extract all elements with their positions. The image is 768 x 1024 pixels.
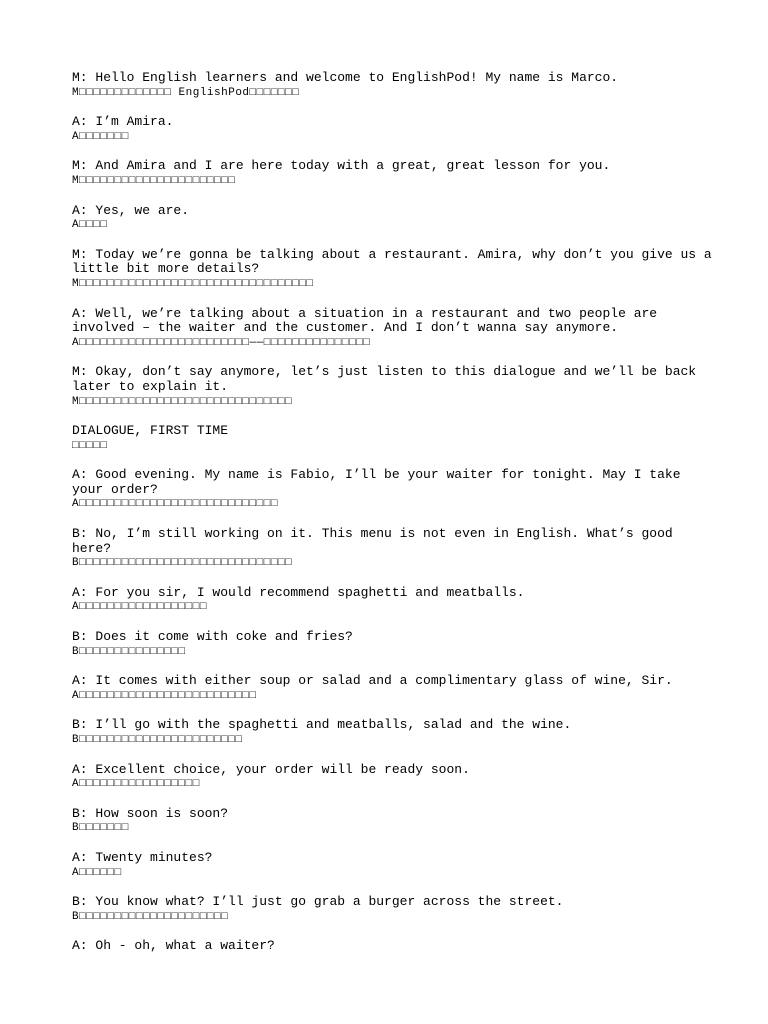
dialogue-line bbox=[72, 939, 712, 954]
english-text: A: Good evening. My name is Fabio, I’ll be your waiter for tonight. May I take your order? bbox=[72, 467, 689, 497]
english-text: A: Excellent choice, your order will be ready soon. bbox=[72, 761, 470, 777]
dialogue-line bbox=[72, 204, 712, 233]
english-text: A: For you sir, I would recommend spaghetti and meatballs. bbox=[72, 584, 525, 600]
chinese-text: □□□□□ bbox=[72, 439, 108, 452]
english-text: B: You know what? I’ll just go grab a burger across the street. bbox=[72, 894, 564, 910]
dialogue-line bbox=[72, 365, 712, 409]
chinese-text: M□□□□□□□□□□□□□ EnglishPod□□□□□□□ bbox=[72, 86, 300, 99]
english-text: M: And Amira and I are here today with a great, great lesson for you. bbox=[72, 158, 611, 174]
dialogue-line bbox=[72, 630, 712, 659]
dialogue-line bbox=[72, 71, 712, 100]
english-text: DIALOGUE, FIRST TIME bbox=[72, 423, 229, 439]
english-text: B: How soon is soon? bbox=[72, 805, 229, 821]
english-text: B: Does it come with coke and fries? bbox=[72, 629, 353, 645]
english-text: A: Oh - oh, what a waiter? bbox=[72, 938, 275, 954]
chinese-text: B□□□□□□□ bbox=[72, 822, 129, 835]
dialogue-line bbox=[72, 159, 712, 188]
chinese-text: M□□□□□□□□□□□□□□□□□□□□□□□□□□□□□□□□□ bbox=[72, 277, 314, 290]
english-text: B: I’ll go with the spaghetti and meatballs, salad and the wine. bbox=[72, 717, 572, 733]
chinese-text: B□□□□□□□□□□□□□□□ bbox=[72, 645, 186, 658]
chinese-text: B□□□□□□□□□□□□□□□□□□□□□□□ bbox=[72, 734, 243, 746]
dialogue-line bbox=[72, 807, 712, 836]
english-text: A: I’m Amira. bbox=[72, 114, 174, 130]
chinese-text: A□□□□□□□□□□□□□□□□□□□□□□□□——□□□□□□□□□□□□□□□ bbox=[72, 336, 371, 349]
dialogue-line bbox=[72, 115, 712, 144]
transcript-page bbox=[72, 70, 720, 969]
chinese-text: B□□□□□□□□□□□□□□□□□□□□□ bbox=[72, 910, 229, 923]
chinese-text: A□□□□□□ bbox=[72, 866, 122, 879]
dialogue-line bbox=[72, 586, 712, 615]
chinese-text: B□□□□□□□□□□□□□□□□□□□□□□□□□□□□□□ bbox=[72, 557, 293, 570]
dialogue-line bbox=[72, 895, 712, 924]
dialogue-line bbox=[72, 763, 712, 792]
english-text: M: Hello English learners and welcome to EnglishPod! My name is Marco. bbox=[72, 70, 619, 85]
dialogue-line bbox=[72, 307, 712, 351]
chinese-text: A□□□□□□□ bbox=[72, 130, 129, 143]
dialogue-line bbox=[72, 718, 712, 747]
dialogue-line bbox=[72, 246, 720, 292]
dialogue-line bbox=[72, 468, 712, 512]
chinese-text: A□□□□ bbox=[72, 219, 108, 232]
chinese-text: M□□□□□□□□□□□□□□□□□□□□□□□□□□□□□□ bbox=[72, 395, 293, 408]
english-text: A: It comes with either soup or salad and a complimentary glass of wine, Sir. bbox=[72, 673, 673, 689]
dialogue-line bbox=[72, 527, 712, 571]
english-text: A: Yes, we are. bbox=[72, 202, 190, 218]
chinese-text: A□□□□□□□□□□□□□□□□□□□□□□□□□□□□ bbox=[72, 498, 278, 511]
english-text: B: No, I’m still working on it. This menu is not even in English. What’s good here? bbox=[72, 526, 681, 556]
chinese-text: A□□□□□□□□□□□□□□□□□□ bbox=[72, 601, 207, 614]
english-text: A: Twenty minutes? bbox=[72, 849, 213, 865]
chinese-text: A□□□□□□□□□□□□□□□□□□□□□□□□□ bbox=[72, 689, 257, 702]
chinese-text: M□□□□□□□□□□□□□□□□□□□□□□ bbox=[72, 174, 236, 187]
chinese-text: A□□□□□□□□□□□□□□□□□ bbox=[72, 778, 200, 791]
dialogue-line bbox=[72, 674, 712, 703]
english-text: A: Well, we’re talking about a situation in a restaurant and two people are involved – the waiter and the customer. And I don’t wanna say anymore. bbox=[72, 305, 665, 336]
section-heading bbox=[72, 424, 712, 453]
english-text: M: Today we’re gonna be talking about a restaurant. Amira, why don’t you give us a little bit more details? bbox=[72, 246, 720, 277]
dialogue-line bbox=[72, 851, 712, 880]
english-text: M: Okay, don’t say anymore, let’s just listen to this dialogue and we’ll be back later to explain it. bbox=[72, 364, 704, 394]
